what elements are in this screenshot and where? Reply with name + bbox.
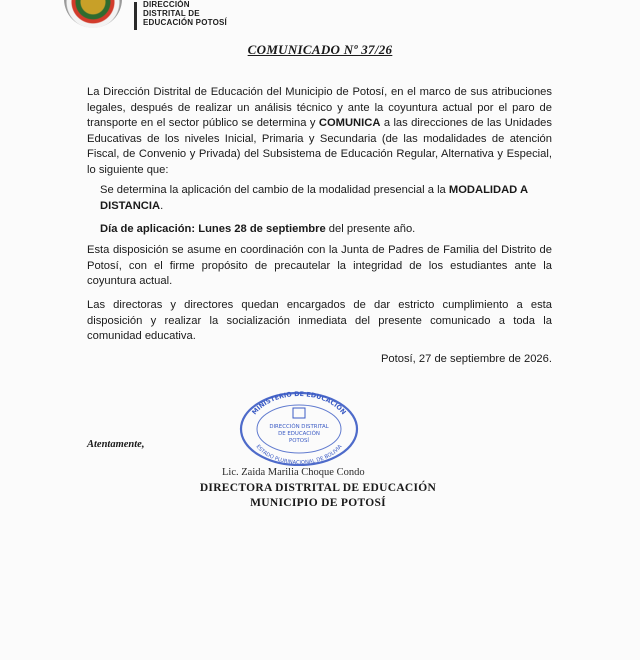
intro-emphasis: COMUNICA xyxy=(318,117,381,129)
institution-line: DISTRITAL DE xyxy=(143,9,200,18)
document-title: COMUNICADO Nº 37/26 xyxy=(247,42,393,57)
document-date: Potosí, 27 de septiembre de 2026. xyxy=(380,353,552,365)
letterhead-divider xyxy=(134,2,137,30)
determination-text: Se determina la aplicación del cambio de la modalidad presencial a la xyxy=(100,184,449,196)
signatory-title: DIRECTORA DISTRITAL DE EDUCACIÓN xyxy=(199,482,437,494)
application-day: Día de aplicación: Lunes 28 de septiembre xyxy=(100,223,326,235)
stamp-center-line: POTOSÍ xyxy=(288,438,310,444)
signatory-name: Lic. Zaida Marilia Choque Condo xyxy=(222,467,365,478)
intro-text: La Dirección Distrital de Educación del Municipio de Potosí, en el marco de sus atribuciones legales, después de realizar un análisis técnico y ante la coyuntura actual por el paro de transporte en el sector público se determina y xyxy=(87,86,552,129)
application-day-end: del presente año. xyxy=(325,223,416,235)
stamp-ring-top: MINISTERIO DE EDUCACIÓN xyxy=(250,389,348,417)
determination-emphasis: MODALIDAD A DISTANCIA xyxy=(100,184,528,212)
institution-line: EDUCACIÓN POTOSÍ xyxy=(143,18,227,27)
paragraph-determination xyxy=(100,183,552,214)
institution-line: DIRECCIÓN xyxy=(143,0,190,9)
svg-text:ESTADO PLURINACIONAL DE BOLIVI xyxy=(255,444,344,466)
letterhead xyxy=(62,0,227,34)
closing-salutation: Atentamente, xyxy=(87,439,145,450)
determination-end: . xyxy=(160,199,164,212)
paragraph-instructions: Las directoras y directores quedan encargados de dar estricto cumplimiento a esta disposición y realizar la socialización inmediata del presente comunicado a toda la comunidad educativa. xyxy=(87,299,552,342)
intro-text-end: a las direcciones de las Unidades Educativas de los niveles Inicial, Primaria y Secundaria (de las modalidades de atención Fiscal, de Convenio y Privada) del Subsistema de Educación Regular, Alternativa y Especial, lo siguiente que: xyxy=(87,117,552,176)
paragraph-coordination: Esta disposición se asume en coordinación con la Junta de Padres de Familia del Distrito de Potosí, con el firme propósito de precautelar la integridad de los estudiantes ante la coyuntura actual. xyxy=(87,244,552,287)
stamp-center-line: DIRECCIÓN DISTRITAL xyxy=(269,424,329,430)
institution-name xyxy=(143,0,227,27)
paragraph-application-day xyxy=(100,222,552,238)
stamp-ring-bottom: ESTADO PLURINACIONAL DE BOLIVIA xyxy=(254,443,344,466)
stamp-center-line: DE EDUCACIÓN xyxy=(278,431,320,437)
signatory-office: MUNICIPIO DE POTOSÍ xyxy=(250,497,386,509)
bolivia-seal-logo xyxy=(62,0,126,34)
stamp-emblem-icon xyxy=(293,408,305,418)
paragraph-intro xyxy=(87,85,552,178)
official-stamp xyxy=(238,388,360,466)
svg-text:MINISTERIO DE EDUCACIÓN xyxy=(250,390,347,416)
